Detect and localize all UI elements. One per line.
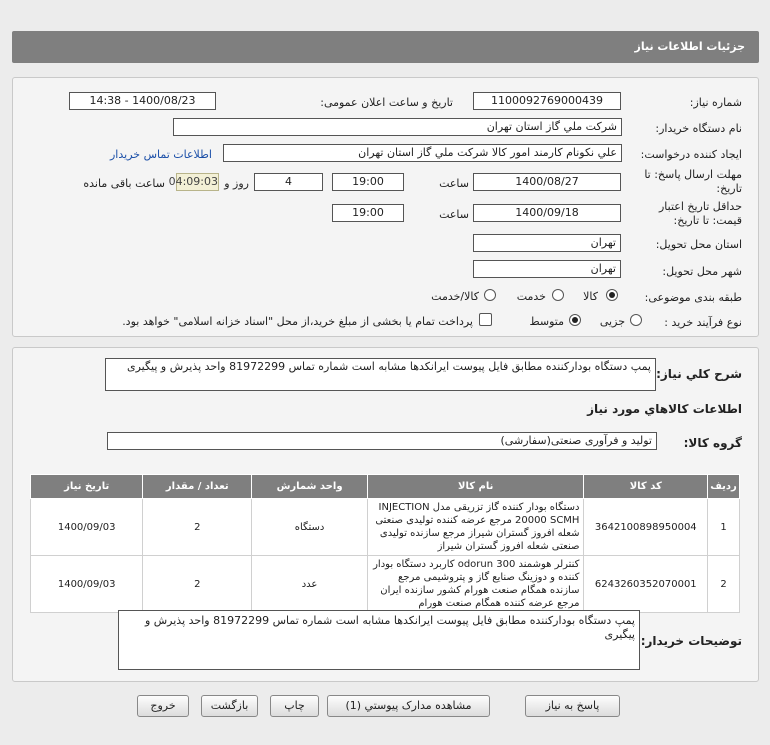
col-date: تاريخ نياز (31, 475, 143, 499)
col-qty: تعداد / مقدار (143, 475, 252, 499)
process-minor-label: جزیی (599, 315, 625, 328)
category-radio-goods[interactable] (606, 289, 618, 301)
table-row[interactable] (31, 556, 740, 613)
col-name: نام کالا (367, 475, 584, 499)
buyer-notes-label: توضيحات خريدار: (640, 634, 742, 648)
process-radio-medium[interactable] (569, 314, 581, 326)
announce-field[interactable]: 1400/08/23 - 14:38 (69, 92, 216, 110)
province-label: استان محل تحويل: (655, 238, 742, 251)
row-qty: 2 (143, 556, 252, 613)
col-unit: واحد شمارش (252, 475, 368, 499)
remaining-label: ساعت باقی مانده (83, 177, 165, 190)
days-field[interactable]: 4 (254, 173, 323, 191)
requester-label: ايجاد کننده درخواست: (640, 148, 742, 161)
price-validity-label: حداقل تاريخ اعتبار (658, 200, 742, 213)
reply-time-label: ساعت (439, 177, 469, 190)
price-date-field[interactable]: 1400/09/18 (473, 204, 621, 222)
process-type-label: نوع فرآيند خريد : (664, 316, 742, 329)
category-service-label: خدمت (516, 290, 546, 303)
days-label: روز و (224, 177, 249, 190)
row-name: دستگاه بودار کننده گاز تزریقی مدل INJECTION 20000 SCMH مرجع عرضه کننده تولیدی صنعتی شعله افروز گستران شیراز مرجع سازنده تولیدی صنعتی شعله افروز گستران شیراز (367, 499, 584, 556)
page-header (12, 31, 759, 63)
treasury-payment-note: پرداخت تمام یا بخشی از مبلغ خرید،از محل "اسناد خزانه اسلامی" خواهد بود. (122, 315, 473, 328)
col-code: کد کالا (584, 475, 708, 499)
reply-deadline-label: مهلت ارسال پاسخ: تا (644, 168, 742, 181)
buyer-contact-link[interactable]: اطلاعات تماس خريدار (110, 148, 212, 161)
goods-info-title: اطلاعات کالاهاي مورد نياز (587, 402, 742, 416)
back-button[interactable]: بازگشت (201, 695, 258, 717)
exit-button[interactable]: خروج (137, 695, 189, 717)
treasury-payment-checkbox[interactable] (479, 313, 492, 326)
summary-field[interactable]: پمپ دستگاه بودارکننده مطابق فایل پیوست ایرانکدها مشابه است شماره تماس 81972299 واحد پذیرش و پیگیری (105, 358, 656, 391)
row-unit: عدد (252, 556, 368, 613)
price-time-field[interactable]: 19:00 (332, 204, 404, 222)
row-name: کنترلر هوشمند odorun 300 کاربرد دستگاه بودار کننده و دوزینگ صنایع گاز و پتروشیمی مرجع سازنده همگام صنعت هورام کشور سازنده ایران مرجع عرضه کننده همگام صنعت هورام (367, 556, 584, 613)
row-code: 6243260352070001 (584, 556, 708, 613)
requester-field[interactable]: علي نکونام کارمند امور کالا شرکت ملي گاز استان تهران (223, 144, 622, 162)
category-radio-service[interactable] (552, 289, 564, 301)
price-validity-label-2: قيمت: تا تاريخ: (673, 214, 742, 227)
row-code: 3642100898950004 (584, 499, 708, 556)
goods-table (30, 474, 740, 613)
row-date: 1400/09/03 (31, 556, 143, 613)
row-unit: دستگاه (252, 499, 368, 556)
buyer-label: نام دستگاه خريدار: (655, 122, 742, 135)
col-row: رديف (708, 475, 740, 499)
process-radio-minor[interactable] (630, 314, 642, 326)
need-number-field[interactable]: 1100092769000439 (473, 92, 621, 110)
goods-group-field[interactable]: تولید و فرآوری صنعتی(سفارشی) (107, 432, 657, 450)
table-header-row (31, 475, 740, 499)
reply-date-field[interactable]: 1400/08/27 (473, 173, 621, 191)
category-radio-both[interactable] (484, 289, 496, 301)
table-row[interactable] (31, 499, 740, 556)
row-date: 1400/09/03 (31, 499, 143, 556)
city-field[interactable]: تهران (473, 260, 621, 278)
price-time-label: ساعت (439, 208, 469, 221)
remaining-time-field: 04:09:03 (176, 173, 219, 191)
process-medium-label: متوسط (529, 315, 564, 328)
view-attachments-button[interactable]: مشاهده مدارک پيوستي (1) (327, 695, 490, 717)
announce-label: تاریخ و ساعت اعلان عمومی: (320, 96, 453, 109)
reply-deadline-label-2: تاريخ: (716, 182, 742, 195)
row-qty: 2 (143, 499, 252, 556)
buyer-notes-field[interactable]: پمپ دستگاه بودارکننده مطابق فایل پیوست ایرانکدها مشابه است شماره تماس 81972299 واحد پذیرش و پیگیری (118, 610, 640, 670)
print-button[interactable]: چاپ (270, 695, 319, 717)
summary-label: شرح کلي نياز: (656, 367, 742, 381)
reply-button[interactable]: پاسخ به نياز (525, 695, 620, 717)
goods-group-label: گروه کالا: (683, 436, 742, 450)
category-label: طبقه بندی موضوعی: (644, 291, 742, 304)
need-number-label: شماره نياز: (689, 96, 742, 109)
row-number: 2 (708, 556, 740, 613)
province-field[interactable]: تهران (473, 234, 621, 252)
category-both-label: کالا/خدمت (431, 290, 479, 303)
buyer-field[interactable]: شرکت ملي گاز استان تهران (173, 118, 622, 136)
city-label: شهر محل تحويل: (662, 265, 742, 278)
reply-time-field[interactable]: 19:00 (332, 173, 404, 191)
category-goods-label: کالا (583, 290, 598, 303)
page-title: جزئيات اطلاعات نياز (634, 40, 745, 53)
row-number: 1 (708, 499, 740, 556)
